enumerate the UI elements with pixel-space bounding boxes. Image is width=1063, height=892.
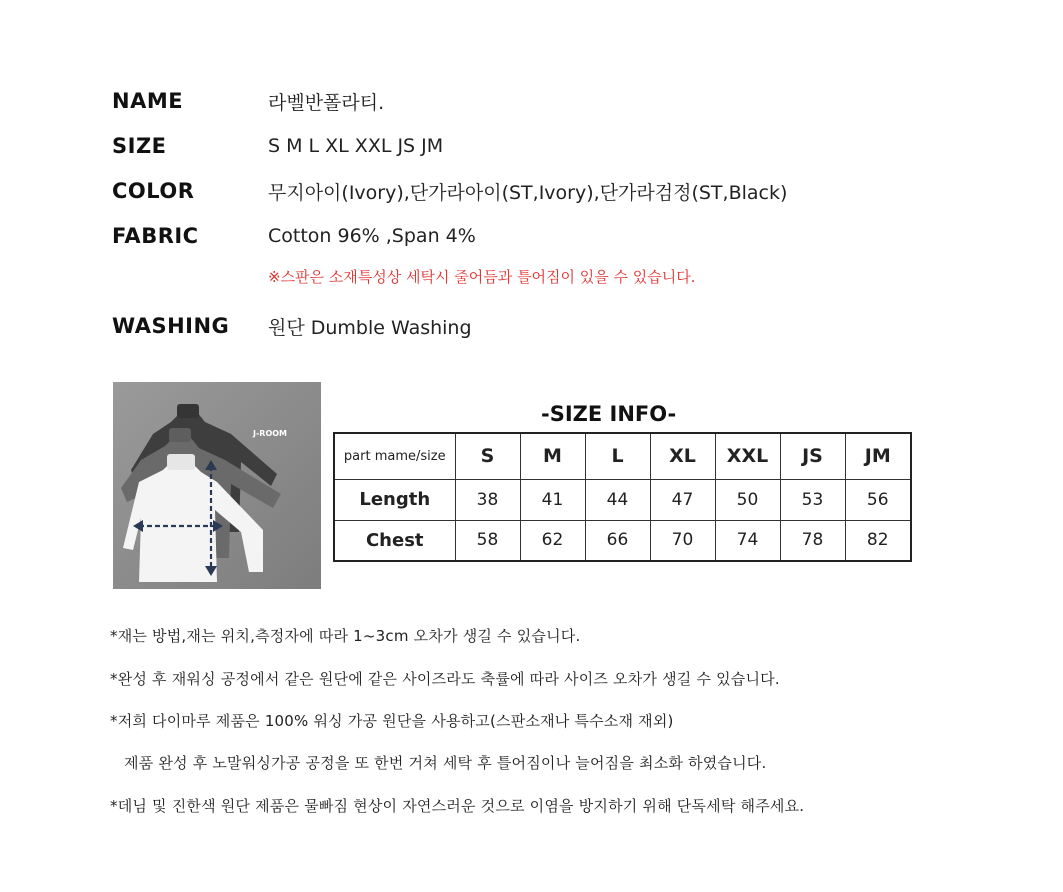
product-photo — [113, 382, 321, 589]
size-header-s: S — [455, 433, 520, 479]
size-info-title: -SIZE INFO- — [541, 402, 677, 426]
chest-xxl: 74 — [715, 520, 780, 561]
size-header-l: L — [585, 433, 650, 479]
size-table-corner-label: part mame/size — [334, 433, 455, 479]
turtleneck-photo-illustration — [113, 382, 321, 589]
note-rewash-shrinkage: *완성 후 재워싱 공정에서 같은 원단에 같은 사이즈라도 축률에 따라 사이즈 오차가 생길 수 있습니다. — [110, 670, 780, 688]
size-header-xl: XL — [650, 433, 715, 479]
size-table-row-chest — [334, 520, 911, 561]
chest-xl: 70 — [650, 520, 715, 561]
spec-color-value: 무지아이(Ivory),단가라아이(ST,Ivory),단가라검정(ST,Black) — [268, 181, 788, 204]
row-label-chest: Chest — [334, 520, 455, 561]
spec-size-row — [112, 131, 443, 161]
length-m: 41 — [520, 479, 585, 520]
note-normal-washing: 제품 완성 후 노말워싱가공 공정을 또 한번 거쳐 세탁 후 틀어짐이나 늘어짐을 최소화 하였습니다. — [124, 754, 767, 772]
length-js: 53 — [780, 479, 845, 520]
note-denim-wash-separately: *데님 및 진한색 원단 제품은 물빠짐 현상이 자연스러운 것으로 이염을 방지하기 위해 단독세탁 해주세요. — [110, 797, 805, 815]
chest-m: 62 — [520, 520, 585, 561]
size-table-row-length — [334, 479, 911, 520]
spec-name-value: 라벨반폴라티. — [268, 91, 385, 114]
row-label-length: Length — [334, 479, 455, 520]
note-measurement-error: *재는 방법,재는 위치,측정자에 따라 1~3cm 오차가 생길 수 있습니다. — [110, 627, 581, 645]
size-header-xxl: XXL — [715, 433, 780, 479]
chest-s: 58 — [455, 520, 520, 561]
length-xl: 47 — [650, 479, 715, 520]
spec-name-row — [112, 86, 384, 116]
size-header-jm: JM — [845, 433, 911, 479]
size-header-js: JS — [780, 433, 845, 479]
length-s: 38 — [455, 479, 520, 520]
size-table-header-row — [334, 433, 911, 479]
spec-washing-key: WASHING — [112, 314, 230, 338]
spec-color-row — [112, 176, 787, 206]
size-header-m: M — [520, 433, 585, 479]
spec-washing-row — [112, 311, 472, 341]
spec-size-key: SIZE — [112, 134, 167, 158]
spec-fabric-key: FABRIC — [112, 224, 199, 248]
spec-washing-value: 원단 Dumble Washing — [268, 316, 472, 339]
spec-name-key: NAME — [112, 89, 184, 113]
length-xxl: 50 — [715, 479, 780, 520]
length-l: 44 — [585, 479, 650, 520]
size-table — [333, 432, 912, 562]
chest-jm: 82 — [845, 520, 911, 561]
chest-js: 78 — [780, 520, 845, 561]
spec-fabric-value: Cotton 96% ,Span 4% — [268, 225, 476, 247]
spec-color-key: COLOR — [112, 179, 195, 203]
note-washed-fabric: *저희 다이마루 제품은 100% 워싱 가공 원단을 사용하고(스판소재나 특수소재 재외) — [110, 712, 674, 730]
brand-watermark: J-ROOM — [253, 429, 288, 438]
spec-fabric-row — [112, 221, 476, 251]
spec-size-value: S M L XL XXL JS JM — [268, 135, 444, 157]
length-jm: 56 — [845, 479, 911, 520]
shrinkage-warning: ※스판은 소재특성상 세탁시 줄어듬과 틀어짐이 있을 수 있습니다. — [268, 268, 696, 286]
chest-l: 66 — [585, 520, 650, 561]
